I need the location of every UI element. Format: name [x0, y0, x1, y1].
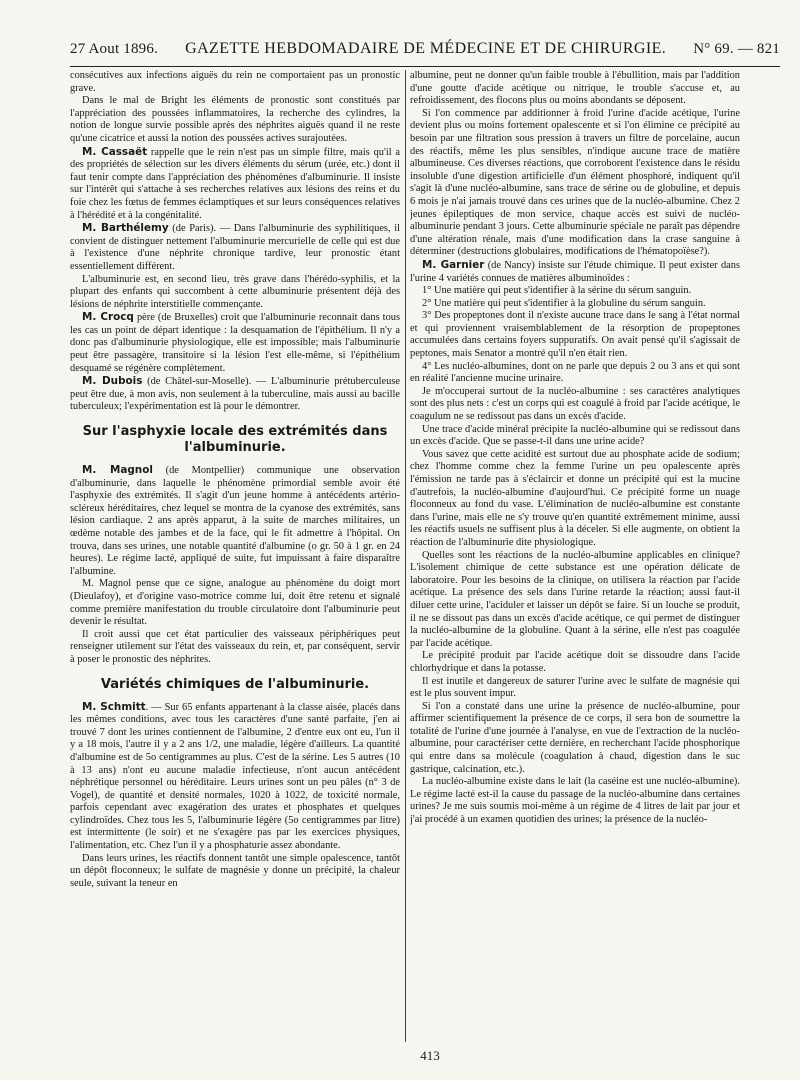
running-header: [70, 40, 780, 60]
paragraph-text: Le précipité produit par l'acide acétique doit se dissoudre dans l'acide chlorhydrique et dans la potasse.: [410, 650, 740, 674]
speaker-name: M. Schmitt: [82, 700, 146, 713]
paragraph-text: . — Sur 65 enfants appartenant à la classe aisée, placés dans les mêmes conditions, avec tous les caractères d'une santé parfaite, j'en ai trouvé 7 dont les urines contiennent de l'albumine, 2 d'entre eux ont eu, l'un il y a 18 mois, l'autre il y a 2 ans 1/2, une maladie, légère d'ailleurs. La quantité d'albumine est de 5o centigrammes au plus. C'est de la sérine. Les 5 autres (10 à 13 ans) n'ont eu aucune maladie infectieuse, n'ont aucun antécédent néphrétique personnel ou héréditaire. Leurs urines sont un peu pâles (n° 3 de Vogel), de quantité et densité normales, 1020 à 1022, de toxicité normale, parfois cependant avec exagération des urates et phosphates et quelques cylindroïdes. Chez tous les 5, l'albuminurie légère (5o centigrammes par litre) est intermittente (le soir) et ne s'exagère pas par les exercices physiques, l'alimentation, etc. Chez l'un il y a phosphaturie assez abondante.: [70, 701, 400, 852]
paragraph: [70, 701, 400, 853]
paragraph-text: albumine, peut ne donner qu'un faible trouble à l'ébullition, mais par l'addition d'une goutte d'acide acétique ou nitrique, le trouble s'accuse et, au refroidissement, des flocons plus ou moins abondants se déposent.: [410, 70, 740, 107]
paragraph-text: Il croit aussi que cet état particulier des vaisseaux périphériques peut renseigner utilement sur l'état des vaisseaux du rein, et, par conséquent, servir à poser le pronostic des néphrites.: [70, 628, 400, 665]
right-column: [410, 70, 740, 1042]
paragraph-text: 1° Une matière qui peut s'identifier à la sérine du sérum sanguin.: [422, 285, 692, 297]
paragraph-text: consécutives aux infections aiguës du rein ne comportaient pas un pronostic grave.: [70, 70, 400, 94]
paragraph-text: (de Montpellier) communique une observation d'albuminurie, dans laquelle le phénomène primordial semble avoir été l'asphyxie des extrémités. Il s'agit d'un jeune homme à antécédents artério-scléreux héréditaires, chez lequel se montra de la cyanose des extrémités, sans lésion cardiaque. 2 ans après apparut, à la suite de marches militaires, un œdème notable des jambes et de la face, qui le fit admettre à l'hôpital. On trouva, dans ses urines, une notable quantité d'albumine (o gr. 50 à 1 gr. en 24 heures). Le régime lacté, appliqué de suite, fut impuissant à faire disparaître l'albumine.: [70, 465, 400, 577]
paragraph: [70, 464, 400, 578]
paragraph: [70, 274, 400, 312]
paragraph: [410, 361, 740, 386]
paragraph-text: (de Paris). — Dans l'albuminurie des syphilitiques, il convient de distinguer nettement l'albuminurie mercurielle de celle qui est due à l'existence d'une néphrite chronique tardive, leur pronostic étant essentiellement différent.: [70, 223, 400, 272]
page-number: 413: [420, 1048, 440, 1063]
speaker-name: M. Dubois: [82, 375, 143, 388]
speaker-name: M. Cassaët: [82, 145, 148, 158]
paragraph-text: Si l'on a constaté dans une urine la présence de nucléo-albumine, pour affirmer scientifiquement la présence de ce corps, il sera bon de soumettre la totalité de l'urine d'une journée à l'analyse, en vue de l'extraction de la nucléo-albumine, pour caractériser cette dernière, en recherchant l'acide phosphorique qui entre dans sa molécule (coagulation à chaud, digestion dans le suc gastrique, calcination, etc.).: [410, 700, 740, 775]
section-heading: Variétés chimiques de l'albuminurie.: [100, 676, 370, 692]
paragraph: [410, 285, 740, 298]
header-date: 27 Aout 1896.: [70, 41, 159, 57]
paragraph: [70, 375, 400, 414]
paragraph: [410, 449, 740, 550]
paragraph-text: (de Nancy) insiste sur l'étude chimique. Il peut exister dans l'urine 4 variétés connues de matières albuminoïdes :: [410, 259, 740, 284]
paragraph: [410, 259, 740, 285]
paragraph-text: Je m'occuperai surtout de la nucléo-albumine : ses caractères analytiques sont des plus nets : c'est un corps qui est coagulé à froid par l'acide acétique, le coagulum ne se redissout pas dans un excès d'acide.: [410, 385, 740, 423]
left-column: [70, 70, 400, 1042]
speaker-name: M. Barthélemy: [82, 222, 169, 235]
paragraph: [410, 776, 740, 826]
paragraph: [70, 311, 400, 375]
paragraph-text: Il est inutile et dangereux de saturer l'urine avec le sulfate de magnésie qui est le plus souvent impur.: [410, 675, 740, 700]
paragraph-text: Quelles sont les réactions de la nucléo-albumine applicables en clinique? L'isolement chimique de cette substance est une opération délicate de laboratoire. Pour les besoins de la clinique, on utilisera la réaction par l'acide acétique. La présence des sels dans l'urine retarde la réaction; aussi faut-il diluer cette urine, l'aciduler et laisser un dépôt se faire. Si un louche se produit, il ne se dissout pas dans un excès d'acide acétique, ce qui permet de distinguer la nucléo-albumine de la globuline. Quant à la sérine, elle n'est pas coagulée par l'acide acétique.: [410, 549, 740, 649]
paragraph: [410, 108, 740, 259]
speaker-name: M. Crocq: [82, 311, 134, 324]
speaker-name: M. Magnol: [82, 464, 153, 477]
paragraph: [70, 222, 400, 273]
paragraph: [70, 853, 400, 891]
paragraph-text: (de Châtel-sur-Moselle). — L'albuminurie prétuberculeuse peut être due, à mon avis, non seulement à la tuberculine, mais aussi au bacille tuberculeux; l'expérimentation est là pour le démontrer.: [70, 376, 400, 413]
paragraph: [410, 550, 740, 651]
section-heading: Sur l'asphyxie locale des extrémités dans l'albuminurie.: [82, 424, 388, 456]
paragraph-text: père (de Bruxelles) croit que l'albuminurie reconnait dans tous les cas un point de départ identique : la desquamation de l'épithélium. Il n'y a donc pas d'albuminurie physiologique, elle est impossible; mais l'albuminurie peut être passagère, transitoire si la lésion l'est elle-même, si l'épithélium desquamé se régénère complètement.: [70, 312, 400, 374]
paragraph: [410, 650, 740, 675]
column-divider: [405, 70, 406, 1042]
paragraph-text: Vous savez que cette acidité est surtout due au phosphate acide de sodium; chez l'homme comme chez la femme l'urine un peu opalescente après l'émission ne tarde pas à s'éclaircir et donne un précipité qui est la mucine d'autrefois, la nucléo-albumine d'aujourd'hui. Ce précipité forme un nuage floconneux au fond du vase. L'élimination de nucléo-albumine est constante dans l'urine, mais elle ne s'y trouve qu'en quantité extrêmement minime, aussi les réactifs usuels ne suffisent plus à la déceler. Si elle augmente, on obtient la réaction de l'albuminurie dite physiologique.: [410, 448, 740, 548]
paragraph: [70, 629, 400, 667]
paragraph-text: La nucléo-albumine existe dans le lait (la caséine est une nucléo-albumine). Le régime lacté est-il la cause du passage de la nucléo-albumine dans certaines urines? Je me suis soumis moi-même à un régime de 4 litres de lait par jour et j'ai procédé à un examen quotidien des urines; la présence de la nucléo-: [410, 776, 740, 826]
paragraph: [410, 386, 740, 424]
paragraph-text: rappelle que le rein n'est pas un simple filtre, mais qu'il a des propriétés de sélection sur les divers éléments du sérum (urée, etc.) dont il faut tenir compte dans l'appréciation des phénomènes d'albuminurie. Il insiste sur l'intérêt qui s'attache à ses recherches relatives aux lésions des reins et du foie chez les fœtus de femmes éclamptiques et sur leurs conséquences relatives à l'hérédité et à la congénitalité.: [70, 146, 400, 221]
paragraph-text: Dans le mal de Bright les éléments de pronostic sont constitués par l'appréciation des poussées inflammatoires, la recherche des cylindres, la notion de longue survie possible après des néphrites aiguës quand il ne reste qu'une cicatrice et aussi la notion des poussées actives surajoutées.: [70, 95, 400, 144]
header-issue-page: N° 69. — 821: [693, 41, 780, 57]
paragraph: [70, 578, 400, 628]
paragraph: [410, 676, 740, 701]
paragraph-text: Si l'on commence par additionner à froid l'urine d'acide acétique, l'urine devient plus ou moins fortement opalescente et si l'on élimine ce précipité au besoin par une filtration sous pression à travers un filtre de porcelaine, aucun des réactifs, même les plus sensibles, n'indique aucune trace de matière albumineuse. Ces diverses réactions, que corroborent l'existence dans le résidu insoluble d'une digestion artificielle d'un élément phosphoré, indiquent qu'il s'agit là d'une nucléo-albumine, sans trace de sérine ou de globuline, et depuis 6 mois je n'ai jamais trouvé dans ces urines que de la nucléo-albumine. Chez 2 jeunes épileptiques de mon service, chaque accès est suivi de nucléo-albuminurie pendant 3 jours. Cette albuminurie spéciale ne paraît pas dépendre d'une altération rénale, mais d'une modification dans la crase sanguine à déterminer (destructions globulaires, modifications de l'hématopoïèse?).: [410, 107, 740, 258]
paragraph: [410, 424, 740, 449]
paragraph: [410, 70, 740, 108]
paragraph-text: Une trace d'acide minéral précipite la nucléo-albumine qui se redissout dans un excès d'acide. Que se passe-t-il dans une urine acide?: [410, 423, 740, 448]
paragraph-text: 3° Des propeptones dont il n'existe aucune trace dans le sang à l'état normal et qui proviennent vraisemblablement de la résorption de propeptones accumulées dans certains foyers suppuratifs. On avait pensé qu'il s'agissait de peptones, mais Senator a montré qu'il n'en était rien.: [410, 310, 740, 360]
paragraph: [410, 310, 740, 360]
paragraph: [70, 146, 400, 223]
paragraph-text: 4° Les nucléo-albumines, dont on ne parle que depuis 2 ou 3 ans et qui sont en réalité l'ancienne mucine urinaire.: [410, 360, 740, 385]
paragraph: [70, 70, 400, 95]
paragraph: [70, 95, 400, 145]
paragraph: [410, 298, 740, 311]
journal-title: GAZETTE HEBDOMADAIRE DE MÉDECINE ET DE CHIRURGIE.: [185, 40, 667, 57]
header-rule: [70, 66, 780, 67]
speaker-name: M. Garnier: [422, 258, 485, 271]
paragraph: [410, 701, 740, 777]
paragraph-text: Dans leurs urines, les réactifs donnent tantôt une simple opalescence, tantôt un dépôt floconneux; le sulfate de magnésie y donne un précipité, la chaleur seule, suivant la teneur en: [70, 852, 400, 889]
paragraph-text: L'albuminurie est, en second lieu, très grave dans l'hérédo-syphilis, et la plupart des enfants qui succombent à cette albuminurie présentent déjà des lésions de néphrite interstitielle commençante.: [70, 273, 400, 310]
paragraph-text: M. Magnol pense que ce signe, analogue au phénomène du doigt mort (Dieulafoy), et d'origine vaso-motrice comme lui, doit être retenu et signalé comme première manifestation du trouble circulatoire dont l'albuminurie peut devenir le résultat.: [70, 578, 400, 628]
paragraph-text: 2° Une matière qui peut s'identifier à la globuline du sérum sanguin.: [422, 297, 706, 309]
